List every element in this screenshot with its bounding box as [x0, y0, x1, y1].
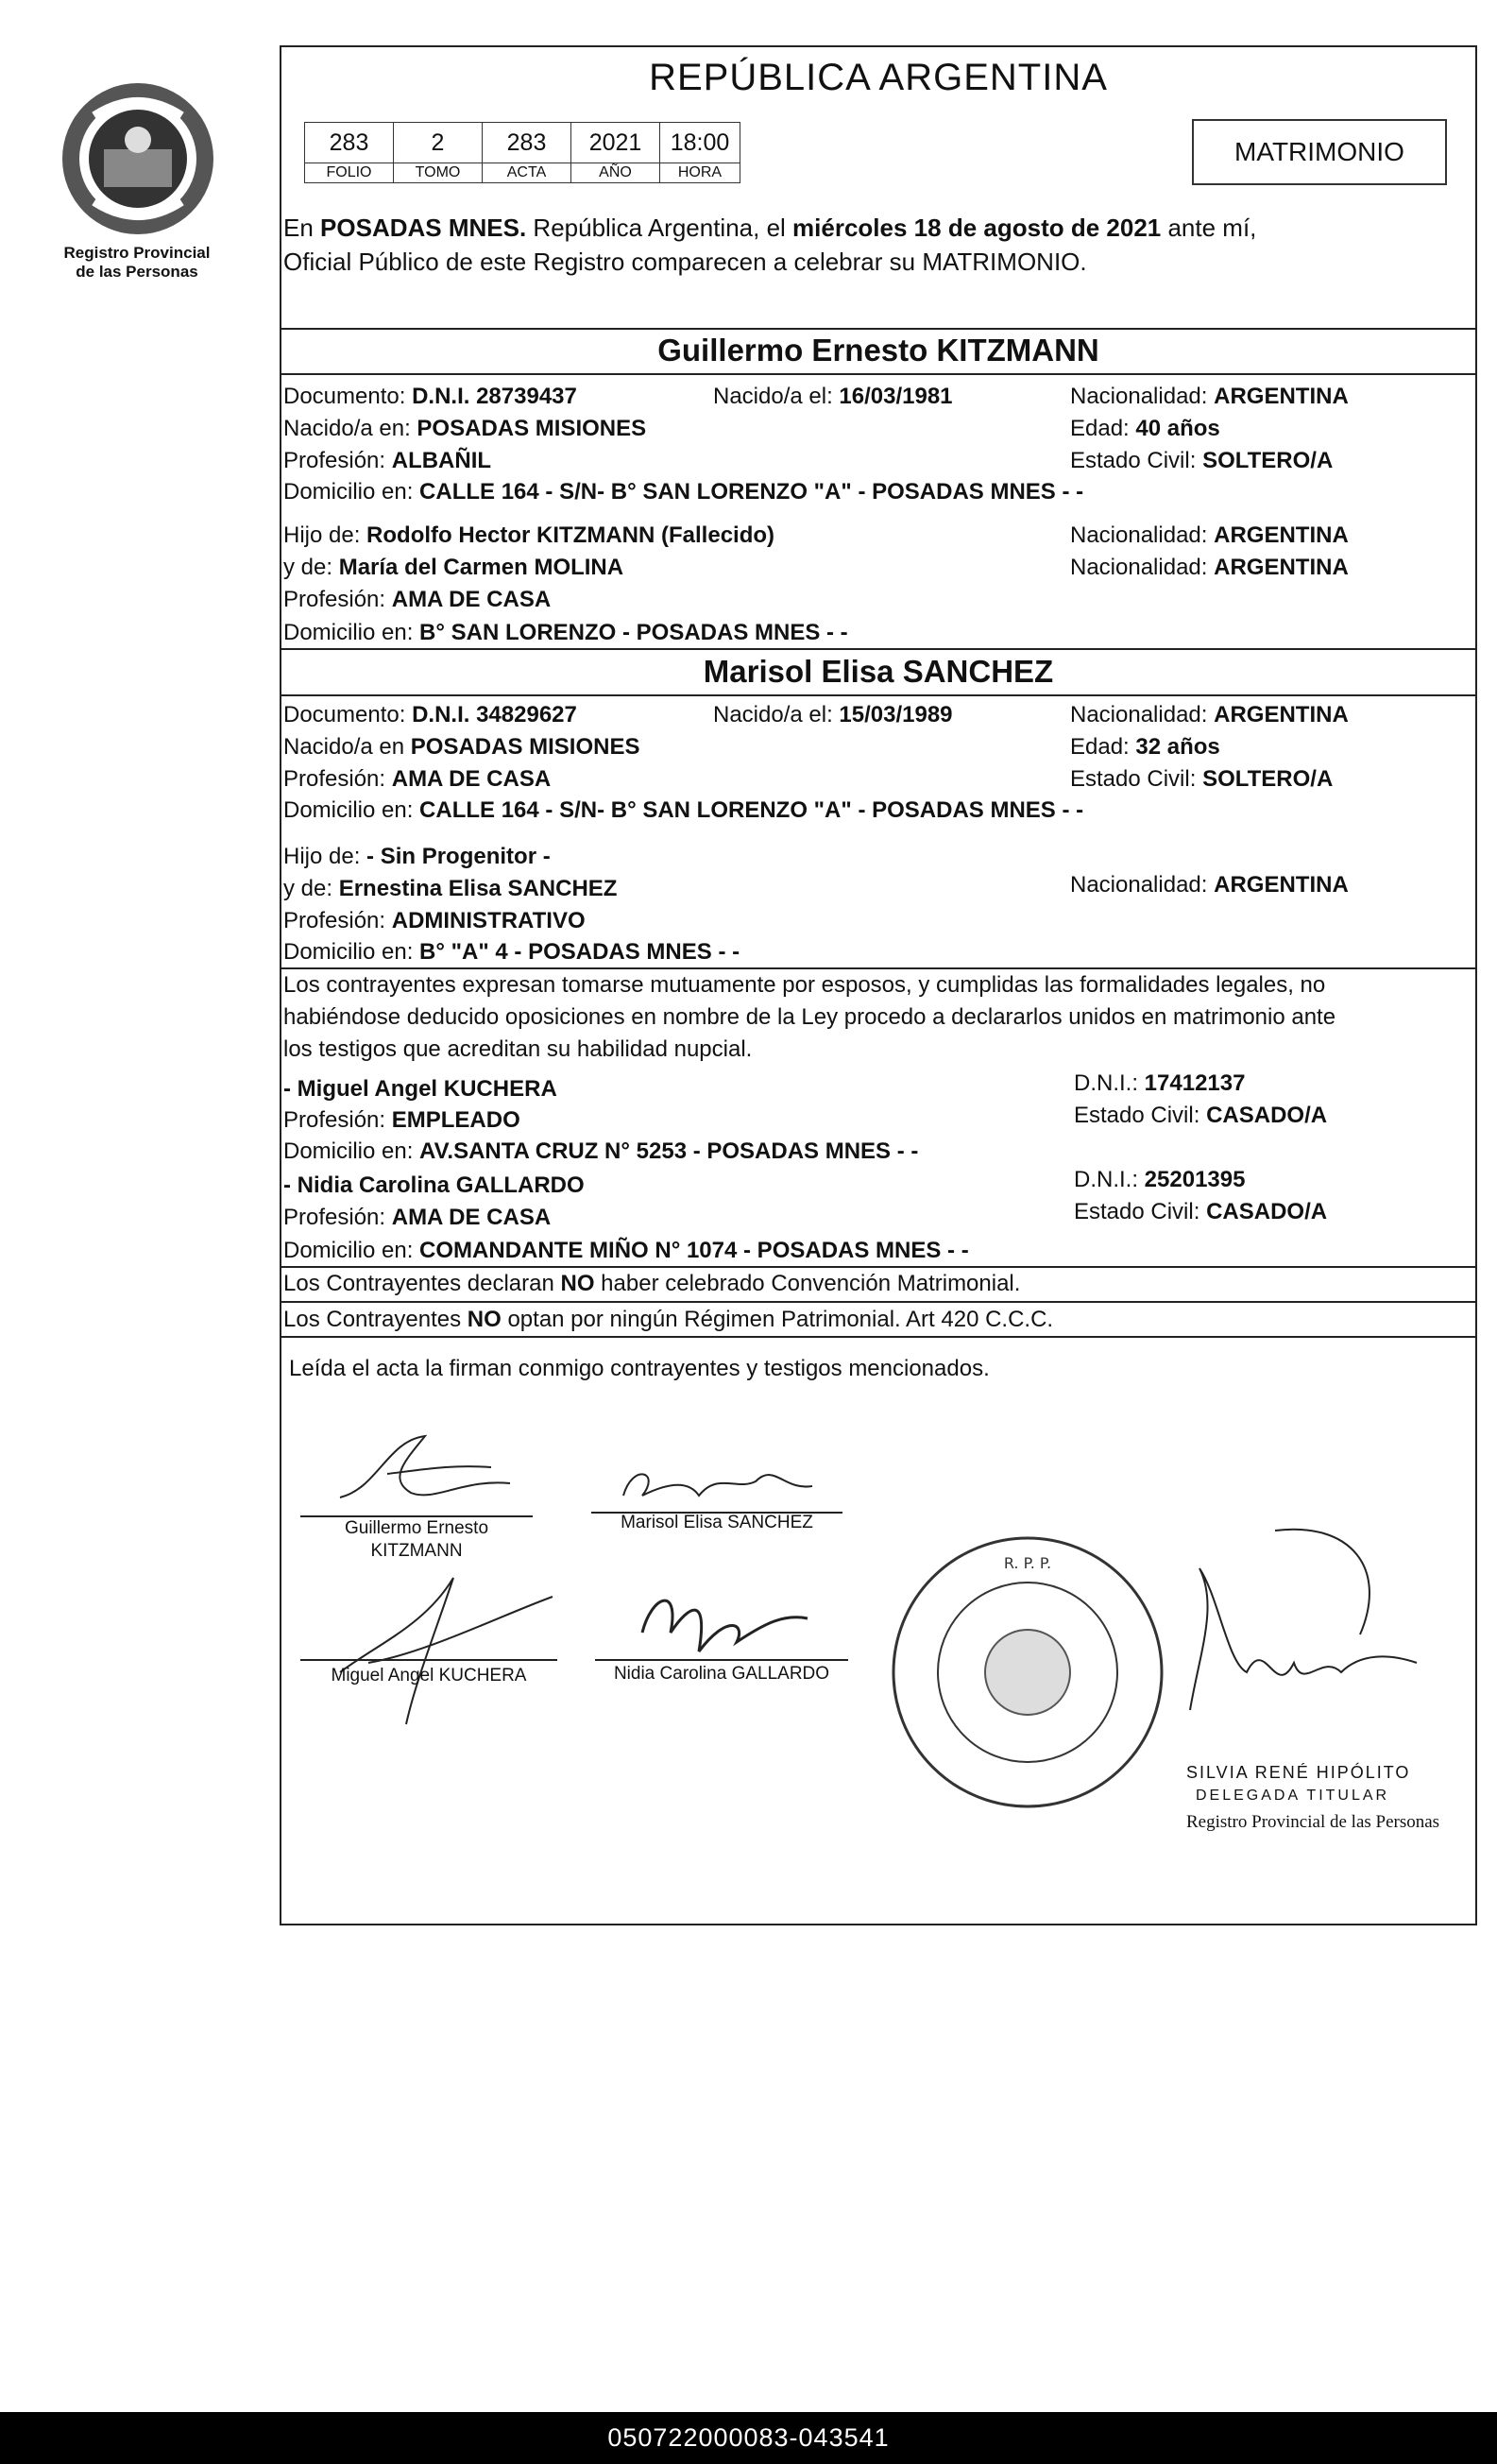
witness2-civil-status: Estado Civil: CASADO/A	[1074, 1199, 1328, 1224]
spouse1-birthdate: Nacido/a el: 16/03/1981	[713, 384, 953, 409]
spouse2-civil-status: Estado Civil: SOLTERO/A	[1070, 766, 1334, 792]
convention-statement: Los Contrayentes declaran NO haber celebrado Convención Matrimonial.	[283, 1271, 1021, 1296]
official-office: Registro Provincial de las Personas	[1186, 1812, 1440, 1832]
declaration-line-2: habiéndose deducido oposiciones en nombre de la Ley procedo a declararlos unidos en matrimonio ante	[283, 1004, 1336, 1030]
witness2-dni: D.N.I.: 25201395	[1074, 1167, 1246, 1192]
divider	[281, 373, 1475, 375]
spouse1-father-nationality: Nacionalidad: ARGENTINA	[1070, 522, 1349, 548]
spouse1-document: Documento: D.N.I. 28739437	[283, 384, 577, 409]
document-code: 050722000083-043541	[0, 2412, 1497, 2464]
folio-label: FOLIO	[305, 163, 394, 183]
spouse2-birthdate: Nacido/a el: 15/03/1989	[713, 702, 953, 727]
witness1-profession: Profesión: EMPLEADO	[283, 1107, 520, 1133]
declaration-line-3: los testigos que acreditan su habilidad nupcial.	[283, 1036, 753, 1062]
signature-kuchera-icon	[312, 1559, 557, 1729]
spouse1-parent-profession: Profesión: AMA DE CASA	[283, 587, 552, 612]
signature-caption-gallardo: Nidia Carolina GALLARDO	[613, 1664, 830, 1684]
spouse1-mother-nationality: Nacionalidad: ARGENTINA	[1070, 555, 1349, 580]
patrimonial-regime-statement: Los Contrayentes NO optan por ningún Régimen Patrimonial. Art 420 C.C.C.	[283, 1307, 1054, 1332]
signature-sanchez-icon	[604, 1453, 831, 1519]
official-name: SILVIA RENÉ HIPÓLITO	[1186, 1763, 1411, 1782]
divider	[281, 967, 1475, 969]
signature-caption-kitzmann: Guillermo Ernesto KITZMANN	[344, 1518, 489, 1561]
spouse2-parent-profession: Profesión: ADMINISTRATIVO	[283, 908, 586, 933]
acta-label: ACTA	[483, 163, 571, 183]
witness1-dni: D.N.I.: 17412137	[1074, 1070, 1246, 1096]
spouse2-father: Hijo de: - Sin Progenitor -	[283, 844, 551, 869]
signature-line	[595, 1659, 848, 1661]
divider	[281, 648, 1475, 650]
divider	[281, 1301, 1475, 1303]
divider	[281, 1266, 1475, 1268]
signature-official-icon	[1162, 1512, 1445, 1738]
divider	[281, 694, 1475, 696]
intro-line-1: En POSADAS MNES. República Argentina, el miércoles 18 de agosto de 2021 ante mí,	[283, 214, 1257, 242]
spouse2-name: Marisol Elisa SANCHEZ	[703, 654, 1054, 689]
spouse2-address: Domicilio en: CALLE 164 - S/N- B° SAN LORENZO "A" - POSADAS MNES - -	[283, 797, 1084, 823]
hora-label: HORA	[660, 163, 740, 183]
svg-text:R. P. P.: R. P. P.	[1003, 1554, 1052, 1572]
official-stamp-icon	[886, 1531, 1169, 1814]
spouse2-age: Edad: 32 años	[1070, 734, 1220, 760]
spouse1-birthplace: Nacido/a en: POSADAS MISIONES	[283, 416, 647, 441]
anio-value: 2021	[571, 123, 660, 163]
witness1-civil-status: Estado Civil: CASADO/A	[1074, 1103, 1328, 1128]
signature-caption-kuchera: Miguel Angel KUCHERA	[331, 1666, 527, 1685]
intro-line-2: Oficial Público de este Registro comparecen a celebrar su MATRIMONIO.	[283, 248, 1087, 276]
spouse1-civil-status: Estado Civil: SOLTERO/A	[1070, 448, 1334, 473]
tomo-value: 2	[394, 123, 483, 163]
page-title: REPÚBLICA ARGENTINA	[649, 57, 1108, 98]
spouse1-name: Guillermo Ernesto KITZMANN	[657, 333, 1099, 368]
spouse1-address: Domicilio en: CALLE 164 - S/N- B° SAN LORENZO "A" - POSADAS MNES - -	[283, 479, 1084, 505]
signature-caption-sanchez: Marisol Elisa SANCHEZ	[621, 1513, 813, 1532]
declaration-line-1: Los contrayentes expresan tomarse mutuamente por esposos, y cumplidas las formalidades legales, no	[283, 972, 1326, 998]
spouse1-parent-address: Domicilio en: B° SAN LORENZO - POSADAS MNES - -	[283, 620, 848, 645]
provincia-de-misiones-seal-icon	[57, 74, 219, 244]
witness2-profession: Profesión: AMA DE CASA	[283, 1205, 552, 1230]
spouse1-father: Hijo de: Rodolfo Hector KITZMANN (Fallecido)	[283, 522, 775, 548]
spouse2-birthplace: Nacido/a en POSADAS MISIONES	[283, 734, 640, 760]
spouse2-document: Documento: D.N.I. 34829627	[283, 702, 577, 727]
folio-value: 283	[305, 123, 394, 163]
signature-kitzmann-icon	[321, 1422, 538, 1521]
witness1-address: Domicilio en: AV.SANTA CRUZ N° 5253 - POSADAS MNES - -	[283, 1138, 919, 1164]
tomo-label: TOMO	[394, 163, 483, 183]
acta-value: 283	[483, 123, 571, 163]
anio-label: AÑO	[571, 163, 660, 183]
hora-value: 18:00	[660, 123, 740, 163]
witness2-name: - Nidia Carolina GALLARDO	[283, 1172, 585, 1198]
spouse2-parent-address: Domicilio en: B° "A" 4 - POSADAS MNES - -	[283, 939, 740, 965]
spouse1-age: Edad: 40 años	[1070, 416, 1220, 441]
witness2-address: Domicilio en: COMANDANTE MIÑO N° 1074 - POSADAS MNES - -	[283, 1238, 969, 1263]
official-title: DELEGADA TITULAR	[1196, 1788, 1390, 1804]
spouse2-nationality: Nacionalidad: ARGENTINA	[1070, 702, 1349, 727]
spouse2-profession: Profesión: AMA DE CASA	[283, 766, 552, 792]
spouse1-nationality: Nacionalidad: ARGENTINA	[1070, 384, 1349, 409]
divider	[281, 1336, 1475, 1338]
divider	[281, 328, 1475, 330]
spouse1-mother: y de: María del Carmen MOLINA	[283, 555, 624, 580]
spouse1-profession: Profesión: ALBAÑIL	[283, 448, 492, 473]
logo-caption: Registro Provincial de las Personas	[63, 244, 211, 281]
closing-statement: Leída el acta la firman conmigo contrayentes y testigos mencionados.	[289, 1356, 990, 1381]
spouse2-mother-nationality: Nacionalidad: ARGENTINA	[1070, 872, 1349, 898]
act-type-box: MATRIMONIO	[1192, 119, 1447, 185]
registration-table	[304, 122, 740, 183]
witness1-name: - Miguel Angel KUCHERA	[283, 1076, 557, 1102]
signature-line	[300, 1659, 557, 1661]
spouse2-mother: y de: Ernestina Elisa SANCHEZ	[283, 876, 618, 901]
